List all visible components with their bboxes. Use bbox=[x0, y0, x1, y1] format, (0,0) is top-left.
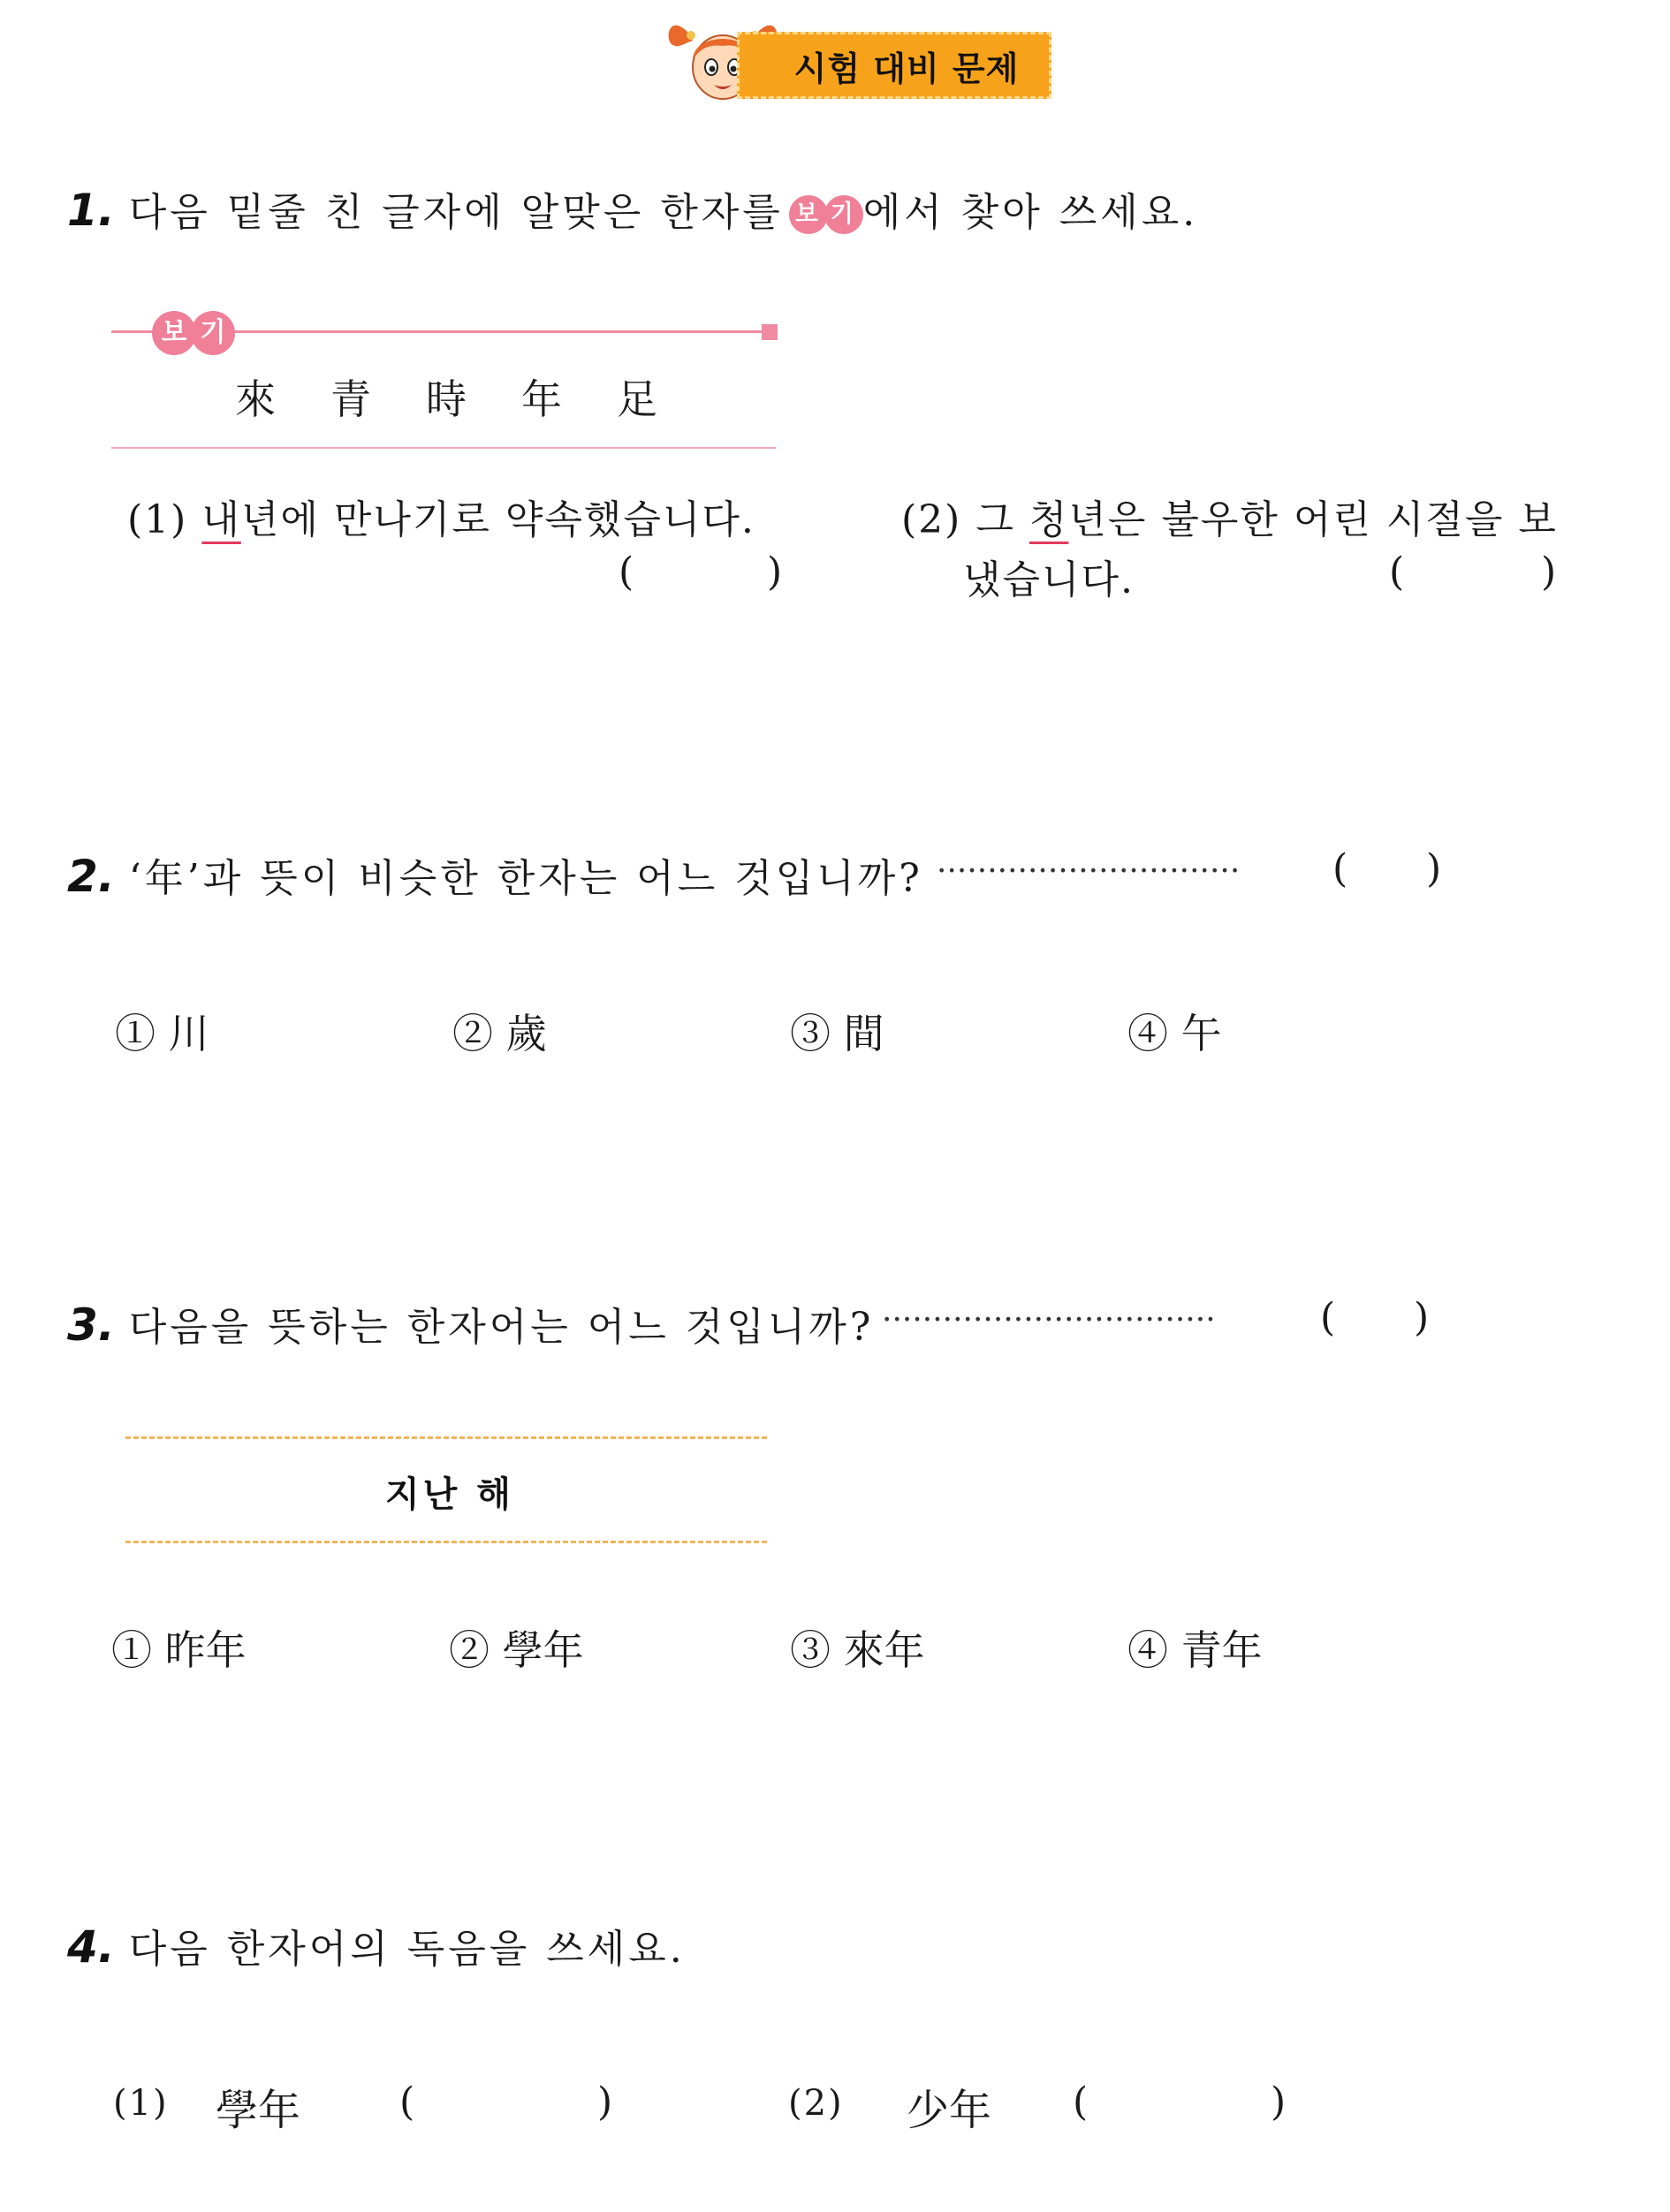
answer-blank-close: ) bbox=[1426, 846, 1442, 891]
answer-blank-open[interactable]: ( bbox=[619, 549, 634, 595]
option-3[interactable]: ③ 間 bbox=[790, 1010, 884, 1057]
option-2[interactable]: ② 學年 bbox=[449, 1626, 584, 1674]
option-2[interactable]: ② 歲 bbox=[452, 1010, 547, 1057]
question-text: 다음 한자어의 독음을 쓰세요. bbox=[128, 1927, 686, 1972]
q1-item-1 bbox=[127, 488, 755, 544]
question-3 bbox=[67, 1295, 874, 1352]
answer-blank-open[interactable]: ( bbox=[1389, 549, 1405, 595]
bogi-box bbox=[111, 311, 783, 452]
option-3[interactable]: ③ 來年 bbox=[790, 1626, 925, 1674]
section-badge bbox=[661, 5, 1059, 104]
answer-blank-close: ) bbox=[1414, 1295, 1430, 1340]
question-text bbox=[129, 180, 1199, 239]
item-text: 그 bbox=[975, 497, 1029, 542]
item-number: (1) bbox=[127, 497, 188, 542]
bogi-label-char: 보 bbox=[152, 311, 196, 355]
option-1[interactable]: ① 昨年 bbox=[111, 1626, 247, 1674]
leader-dots: ································· bbox=[882, 1302, 1216, 1338]
bogi-char: 青 bbox=[330, 375, 371, 423]
q1-item-2 bbox=[901, 488, 1558, 544]
bogi-char: 時 bbox=[426, 375, 467, 423]
underlined-char: 청 bbox=[1029, 497, 1069, 542]
meaning-text: 지난 해 bbox=[385, 1474, 514, 1515]
bogi-label bbox=[152, 311, 230, 355]
option-1[interactable]: ① 川 bbox=[115, 1010, 209, 1057]
option-4[interactable]: ④ 青年 bbox=[1127, 1626, 1263, 1674]
bogi-tag-char: 보 bbox=[789, 195, 828, 234]
question-number: 2. bbox=[67, 851, 115, 902]
answer-blank-open[interactable]: ( bbox=[399, 2079, 415, 2125]
answer-blank-close: ) bbox=[597, 2079, 613, 2125]
item-text: 년은 불우한 어린 시절을 보 bbox=[1068, 497, 1558, 542]
answer-blank-open[interactable]: ( bbox=[1332, 846, 1348, 891]
q1-item-2-line2: 냈습니다. bbox=[963, 557, 1135, 602]
answer-blank-open[interactable]: ( bbox=[1073, 2079, 1089, 2125]
bogi-rule-end bbox=[762, 324, 778, 340]
item-number: (2) bbox=[901, 497, 962, 542]
q4-item-2-word: 少年 bbox=[907, 2086, 992, 2135]
q4-item-2-number: (2) bbox=[788, 2083, 844, 2124]
answer-blank-close: ) bbox=[767, 549, 783, 595]
bogi-char: 來 bbox=[235, 375, 276, 423]
answer-blank-close: ) bbox=[1271, 2079, 1287, 2125]
question-number: 1. bbox=[67, 185, 115, 236]
bogi-char: 年 bbox=[521, 375, 562, 423]
question-text: 다음을 뜻하는 한자어는 어느 것입니까? bbox=[128, 1305, 875, 1350]
question-text: ‘年’과 뜻이 비슷한 한자는 어느 것입니까? bbox=[128, 856, 923, 901]
bogi-tag bbox=[789, 194, 860, 235]
bogi-bottom-rule bbox=[111, 447, 776, 449]
bogi-chars bbox=[235, 367, 657, 426]
question-4 bbox=[67, 1917, 686, 1973]
bogi-label-char: 기 bbox=[191, 311, 235, 355]
answer-blank-open[interactable]: ( bbox=[1320, 1295, 1336, 1340]
section-title: 시험 대비 문제 bbox=[737, 32, 1051, 99]
leader-dots: ······························ bbox=[937, 853, 1241, 890]
answer-blank-close: ) bbox=[1541, 549, 1557, 595]
question-number: 3. bbox=[67, 1299, 115, 1351]
item-text: 년에 만나기로 약속했습니다. bbox=[240, 497, 755, 542]
question-number: 4. bbox=[67, 1921, 115, 1973]
bogi-char: 足 bbox=[617, 375, 657, 423]
option-4[interactable]: ④ 午 bbox=[1127, 1010, 1222, 1057]
underlined-char: 내 bbox=[201, 497, 241, 542]
meaning-box-top bbox=[125, 1436, 767, 1439]
question-text-part: 다음 밑줄 친 글자에 알맞은 한자를 bbox=[128, 190, 784, 235]
question-text-part: 에서 찾아 쓰세요. bbox=[862, 190, 1199, 235]
question-2 bbox=[67, 846, 923, 903]
q4-item-1-word: 學年 bbox=[216, 2086, 301, 2135]
q4-item-1-number: (1) bbox=[113, 2083, 169, 2124]
bogi-tag-char: 기 bbox=[824, 195, 863, 234]
meaning-box-bottom bbox=[125, 1541, 767, 1543]
question-1 bbox=[67, 180, 1198, 239]
